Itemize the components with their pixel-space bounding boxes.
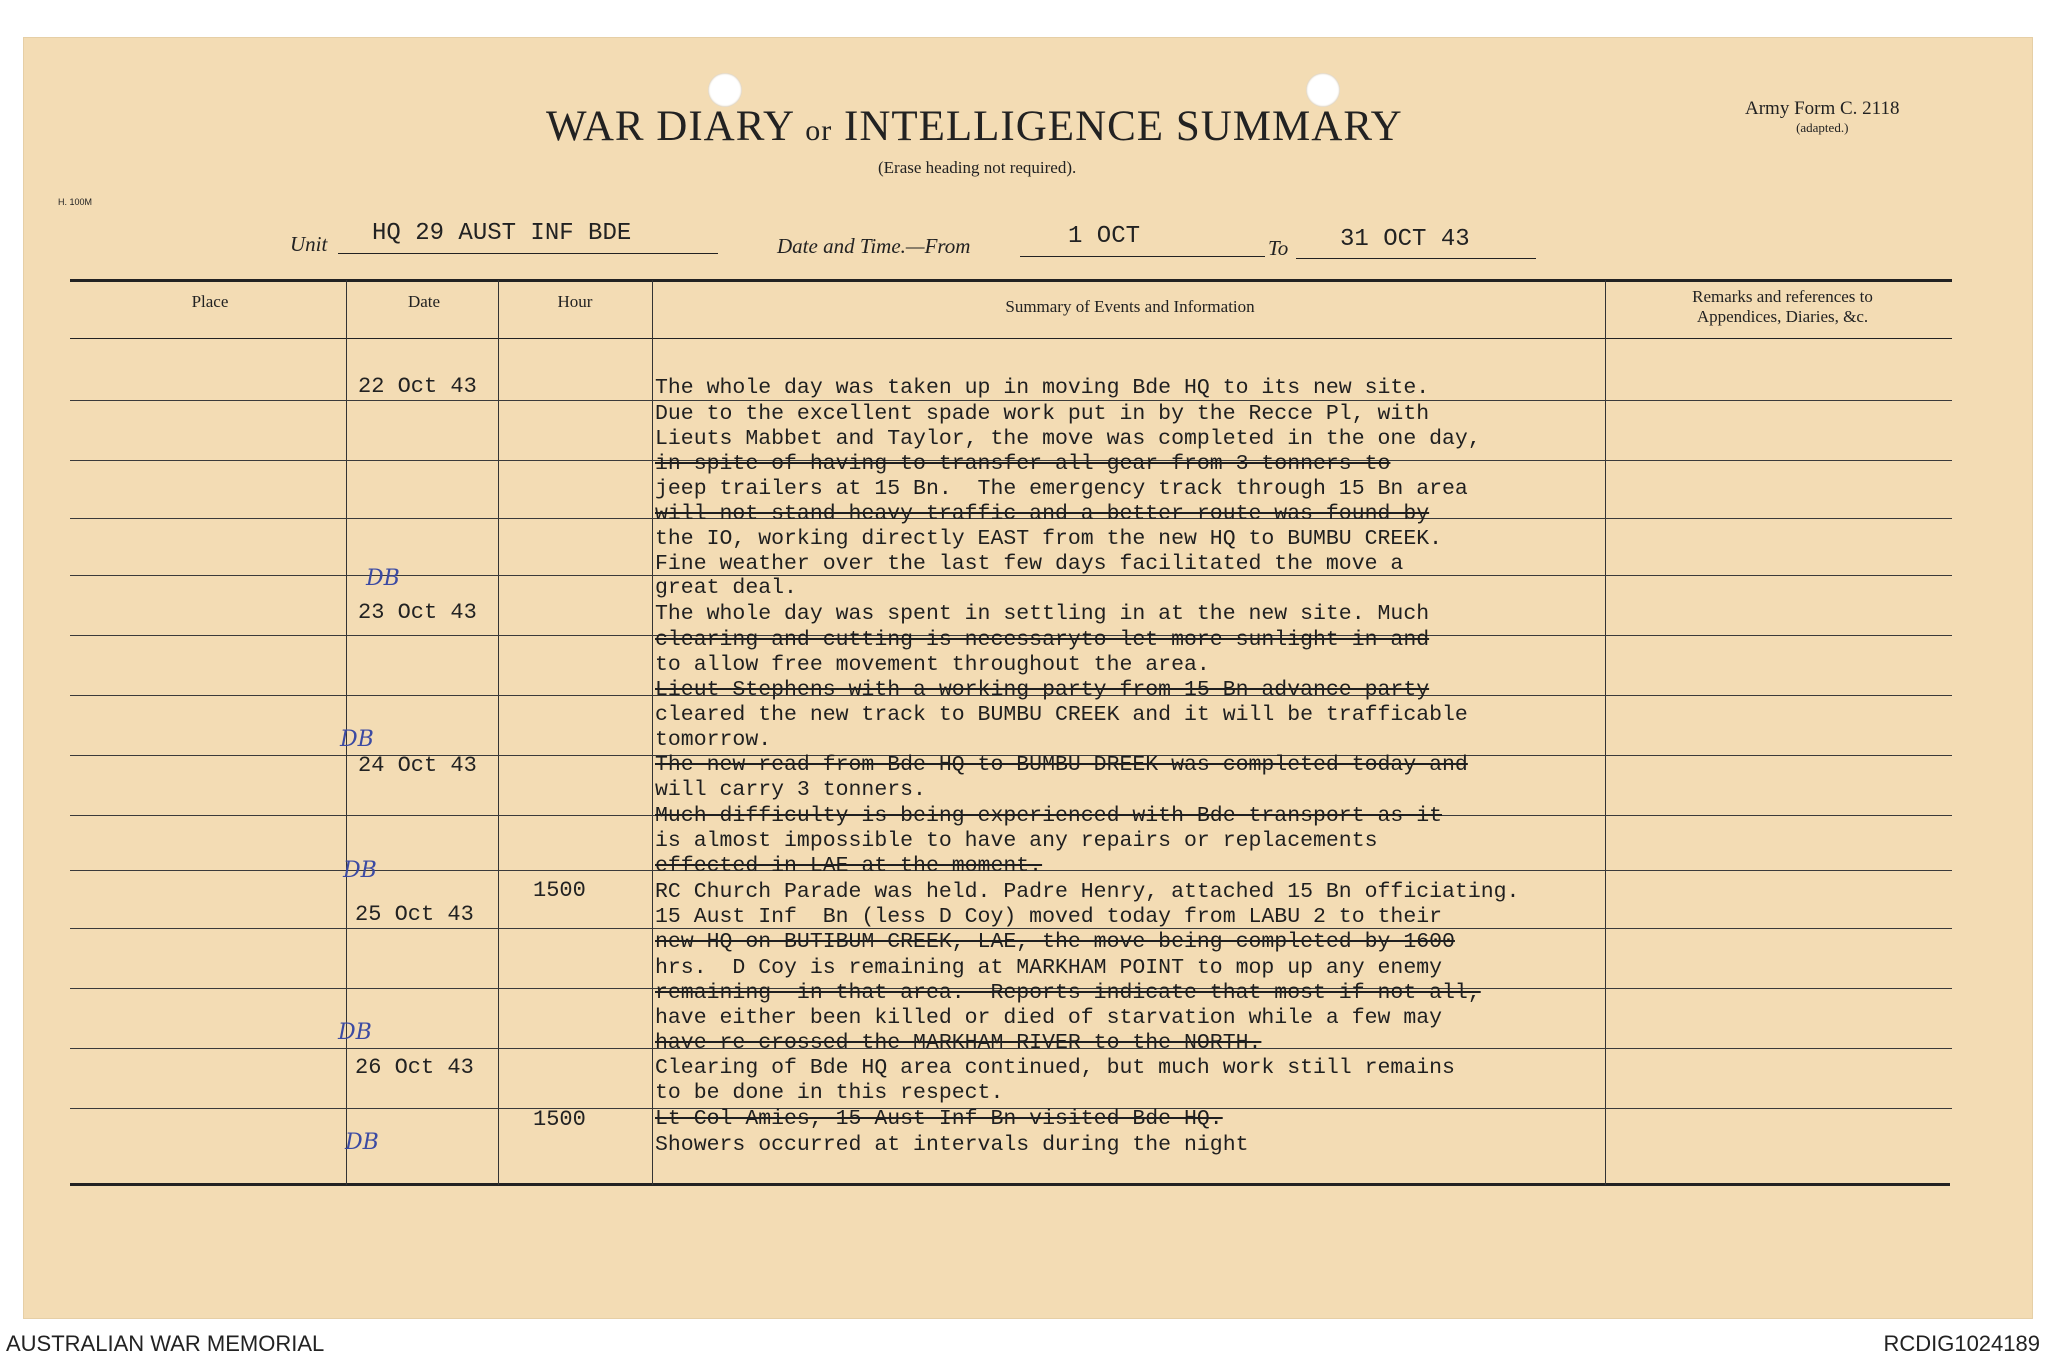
- event-line: to be done in this respect.: [655, 1081, 1004, 1105]
- event-line: will not stand heavy traffic and a better route was found by: [655, 502, 1430, 526]
- unit-underline: [338, 253, 718, 254]
- event-line: clearing and cutting is necessaryto let more sunlight in and: [655, 628, 1430, 652]
- to-underline: [1296, 258, 1536, 259]
- entry-date: 25 Oct 43: [355, 902, 474, 927]
- event-line: have re-crossed the MARKHAM RIVER to the NORTH.: [655, 1031, 1262, 1055]
- entry-date: 22 Oct 43: [358, 374, 477, 399]
- event-line: great deal.: [655, 576, 797, 600]
- army-form-number: Army Form C. 2118: [1745, 98, 1900, 119]
- title-or: or: [805, 114, 833, 147]
- handwritten-initials: DB: [366, 566, 400, 591]
- event-line: tomorrow.: [655, 728, 772, 752]
- entry-date: 24 Oct 43: [358, 753, 477, 778]
- table-top-rule: [70, 279, 1952, 282]
- entry-date: 26 Oct 43: [355, 1055, 474, 1080]
- remarks-header-line-1: Remarks and references to: [1692, 287, 1873, 306]
- event-line: 15 Aust Inf Bn (less D Coy) moved today from LABU 2 to their: [655, 905, 1443, 929]
- table-bottom-rule: [70, 1183, 1950, 1186]
- event-line: hrs. D Coy is remaining at MARKHAM POINT to mop up any enemy: [655, 956, 1443, 980]
- handwritten-initials: DB: [345, 1130, 379, 1155]
- event-line: remaining in that area. Reports indicate that most if not all,: [655, 981, 1481, 1005]
- event-line: Due to the excellent spade work put in by the Recce Pl, with: [655, 402, 1430, 426]
- to-value: 31 OCT 43: [1340, 226, 1470, 253]
- to-label: To: [1268, 236, 1289, 260]
- event-line: The whole day was taken up in moving Bde HQ to its new site.: [655, 376, 1430, 400]
- event-line: Much difficulty is being experienced with Bde transport as it: [655, 804, 1443, 828]
- entry-hour: 1500: [533, 1107, 586, 1132]
- army-form-adapted: (adapted.): [1796, 120, 1849, 135]
- event-line: in spite of having to transfer all gear from 3 tonners to: [655, 452, 1391, 476]
- footer-source: AUSTRALIAN WAR MEMORIAL: [6, 1331, 325, 1356]
- event-line: Fine weather over the last few days facilitated the move a: [655, 552, 1404, 576]
- ruled-row-line: [70, 400, 1952, 401]
- footer-identifier: RCDIG1024189: [1883, 1331, 2040, 1356]
- datetime-label: Date and Time.—From: [777, 234, 971, 258]
- column-divider-summary: [1605, 280, 1606, 1185]
- column-divider-hour: [652, 280, 653, 1185]
- header-bottom-rule: [70, 338, 1952, 339]
- remarks-header-line-2: Appendices, Diaries, &c.: [1696, 307, 1869, 326]
- handwritten-initials: DB: [338, 1020, 372, 1045]
- event-line: RC Church Parade was held. Padre Henry, attached 15 Bn officiating.: [655, 880, 1520, 904]
- handwritten-initials: DB: [343, 858, 377, 883]
- print-code: H. 100M: [58, 197, 93, 207]
- event-line: The whole day was spent in settling in at the new site. Much: [655, 602, 1430, 626]
- column-header-hour: Hour: [557, 292, 593, 311]
- event-line: effected in LAE at the moment.: [655, 854, 1043, 878]
- army-form-label: [1745, 98, 1899, 136]
- event-line: Lt-Col Amies, 15 Aust Inf Bn visited Bde HQ.: [655, 1107, 1223, 1131]
- event-line: Lieuts Mabbet and Taylor, the move was completed in the one day,: [655, 427, 1481, 451]
- column-divider-date: [498, 280, 499, 1185]
- event-line: the IO, working directly EAST from the new HQ to BUMBU CREEK.: [655, 527, 1443, 551]
- event-line: Showers occurred at intervals during the night: [655, 1133, 1249, 1157]
- event-line: new HQ on BUTIBUM CREEK, LAE, the move being completed by 1600: [655, 930, 1455, 954]
- event-line: Clearing of Bde HQ area continued, but much work still remains: [655, 1056, 1455, 1080]
- handwritten-initials: DB: [340, 727, 374, 752]
- event-line: Lieut Stephens with a working party from 15 Bn advance party: [655, 678, 1430, 702]
- column-header-place: Place: [191, 292, 229, 311]
- event-line: cleared the new track to BUMBU CREEK and it will be trafficable: [655, 703, 1468, 727]
- event-line: to allow free movement throughout the area.: [655, 653, 1210, 677]
- unit-label: Unit: [290, 232, 328, 256]
- unit-value: HQ 29 AUST INF BDE: [372, 220, 632, 247]
- event-line: have either been killed or died of starvation while a few may: [655, 1006, 1443, 1030]
- event-line: jeep trailers at 15 Bn. The emergency track through 15 Bn area: [655, 477, 1468, 501]
- entry-date: 23 Oct 43: [358, 600, 477, 625]
- from-underline: [1020, 256, 1265, 257]
- title-intelligence-summary: INTELLIGENCE SUMMARY: [844, 103, 1403, 150]
- form-title: [546, 102, 1403, 151]
- title-war-diary: WAR DIARY: [546, 103, 794, 150]
- column-header-remarks: [1630, 287, 1935, 327]
- event-line: The new read from Bde HQ to BUMBU DREEK was completed today and: [655, 753, 1468, 777]
- event-line: will carry 3 tonners.: [655, 778, 926, 802]
- from-value: 1 OCT: [1068, 223, 1141, 250]
- entry-hour: 1500: [533, 878, 586, 903]
- column-header-date: Date: [407, 292, 441, 311]
- erase-note: (Erase heading not required).: [878, 158, 1077, 177]
- event-line: is almost impossible to have any repairs or replacements: [655, 829, 1378, 853]
- column-header-summary: Summary of Events and Information: [1005, 297, 1255, 316]
